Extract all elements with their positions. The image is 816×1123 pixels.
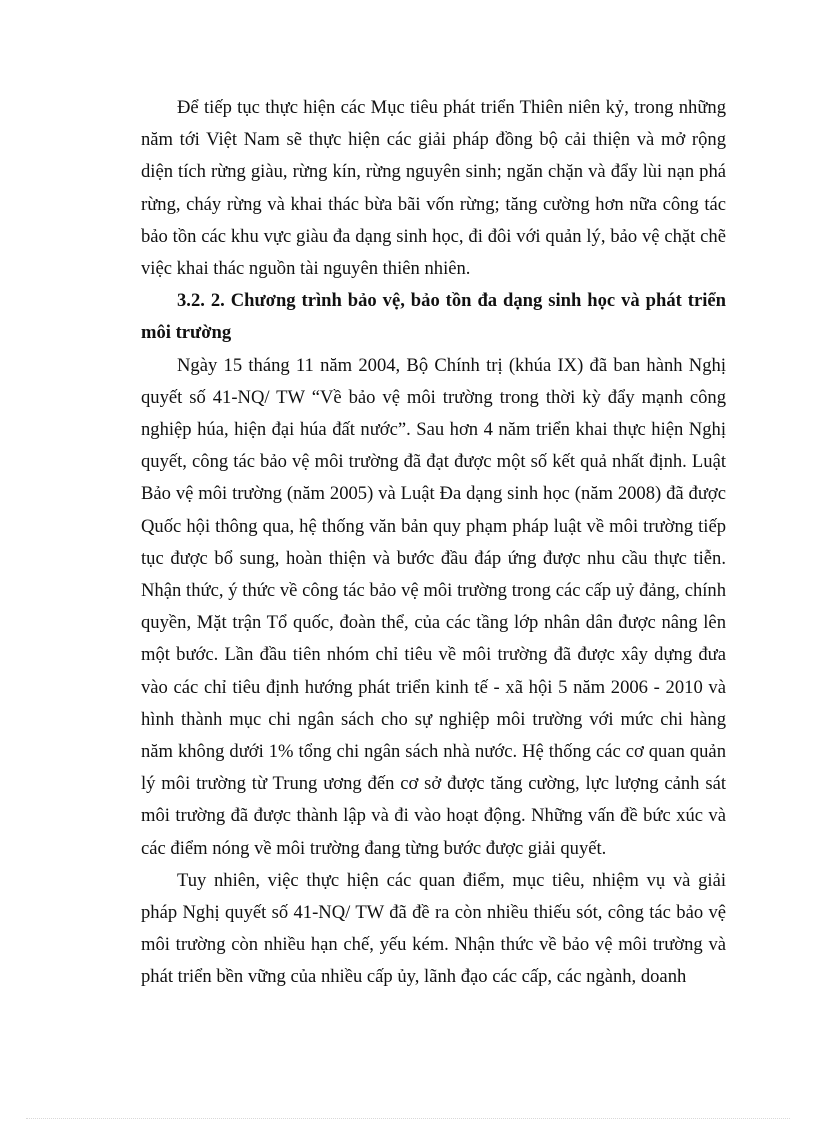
document-body — [141, 92, 726, 994]
paragraph-limitations: Tuy nhiên, việc thực hiện các quan điểm, mục tiêu, nhiệm vụ và giải pháp Nghị quyết số 41-NQ/ TW đã đề ra còn nhiều thiếu sót, công tác bảo vệ môi trường còn nhiều hạn chế, yếu kém. Nhận thức về bảo vệ môi trường và phát triển bền vững của nhiều cấp ủy, lãnh đạo các cấp, các ngành, doanh — [141, 869, 726, 988]
page-footer-divider — [26, 1118, 790, 1119]
paragraph-resolution-41: Ngày 15 tháng 11 năm 2004, Bộ Chính trị (khúa IX) đã ban hành Nghị quyết số 41-NQ/ TW “Về bảo vệ môi trường trong thời kỳ đẩy mạnh công nghiệp húa, hiện đại húa đất nước”. Sau hơn 4 năm triển khai thực hiện Nghị quyết, công tác bảo vệ môi trường đã đạt được một số kết quả nhất định. Luật Bảo vệ môi trường (năm 2005) và Luật Đa dạng sinh học (năm 2008) đã được Quốc hội thông qua, hệ thống văn bản quy phạm pháp luật về môi trường tiếp tục được bổ sung, hoàn thiện và bước đầu đáp ứng được nhu cầu thực tiễn. Nhận thức, ý thức về công tác bảo vệ môi trường trong các cấp uỷ đảng, chính quyền, Mặt trận Tổ quốc, đoàn thể, của các tầng lớp nhân dân được nâng lên một bước. Lần đầu tiên nhóm chỉ tiêu về môi trường đã được xây dựng đưa vào các chỉ tiêu định hướng phát triển kinh tế - xã hội 5 năm 2006 - 2010 và hình thành mục chi ngân sách cho sự nghiệp môi trường với mức chi hàng năm không dưới 1% tổng chi ngân sách nhà nước. Hệ thống các cơ quan quản lý môi trường từ Trung ương đến cơ sở được tăng cường, lực lượng cảnh sát môi trường đã được thành lập và đi vào hoạt động. Những vấn đề bức xúc và các điểm nóng về môi trường đang từng bước được giải quyết. — [141, 354, 726, 859]
paragraph-mdg-goals: Để tiếp tục thực hiện các Mục tiêu phát triển Thiên niên kỷ, trong những năm tới Việt Nam sẽ thực hiện các giải pháp đồng bộ cải thiện và mở rộng diện tích rừng giàu, rừng kín, rừng nguyên sinh; ngăn chặn và đẩy lùi nạn phá rừng, cháy rừng và khai thác bừa bãi vốn rừng; tăng cường hơn nữa công tác bảo tồn các khu vực giàu đa dạng sinh học, đi đôi với quản lý, bảo vệ chặt chẽ việc khai thác nguồn tài nguyên thiên nhiên. — [141, 97, 726, 280]
section-heading: 3.2. 2. Chương trình bảo vệ, bảo tồn đa dạng sinh học và phát triển môi trường — [141, 290, 726, 344]
